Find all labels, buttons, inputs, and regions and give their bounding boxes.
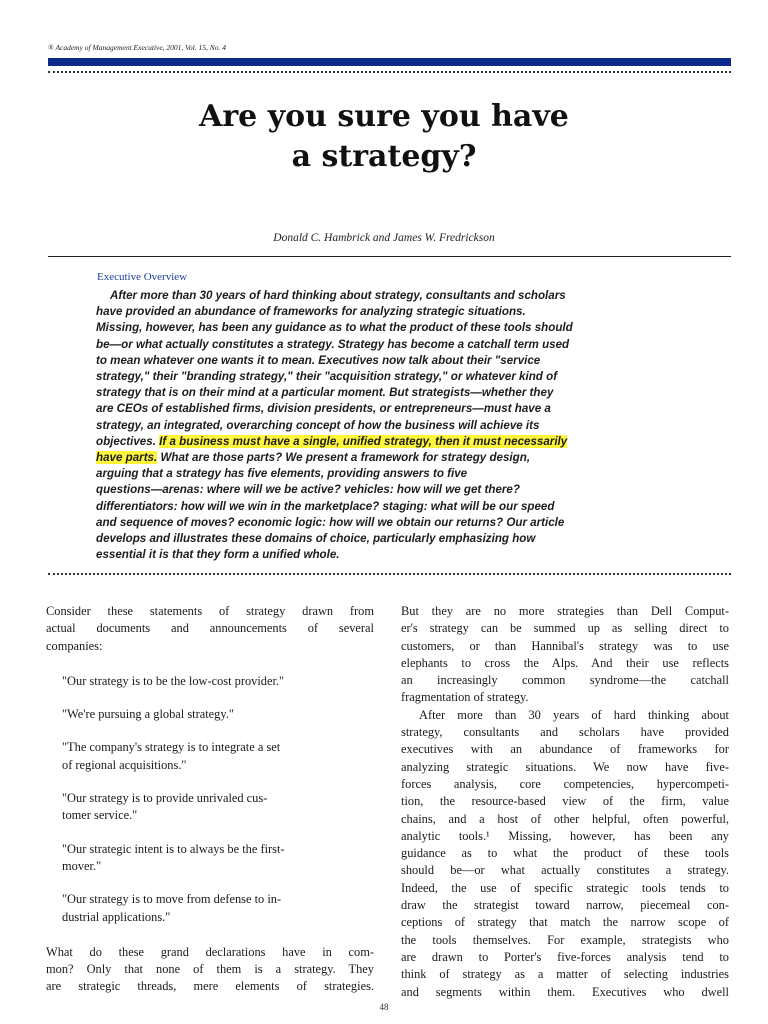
body-line: and segments within them. Executives who dwell xyxy=(401,984,729,999)
body-line: are strategic threads, mere elements of strategies. xyxy=(46,979,374,994)
body-line: analytic tools.¹ Missing, however, has been any xyxy=(401,828,729,843)
overview-line: differentiators: how will we win in the marketplace? staging: what will be our speed xyxy=(96,499,555,513)
strategy-quote xyxy=(46,891,374,926)
body-line: are drawn to Porter's five-forces analysis tend to xyxy=(401,949,729,964)
overview-line xyxy=(96,450,684,466)
strategy-quote xyxy=(46,706,374,723)
overview-line xyxy=(96,434,684,450)
strategy-quote xyxy=(46,790,374,825)
author-divider xyxy=(48,256,731,257)
strategy-quote xyxy=(46,739,374,774)
overview-line: essential it is that they form a unified whole. xyxy=(96,548,340,562)
overview-line: strategy," their "branding strategy," their "acquisition strategy," or whatever kind of xyxy=(96,370,558,384)
body-line: chains, and a host of other helpful, often powerful, xyxy=(401,811,729,826)
closing-paragraph xyxy=(46,944,374,996)
body-line: executives with an abundance of frameworks for xyxy=(401,742,729,757)
title-line-2: a strategy? xyxy=(291,139,477,174)
title-line-1: Are you sure you have xyxy=(199,99,569,134)
body-line: the tools themselves. For example, strategists who xyxy=(401,932,729,947)
quote-line: dustrial applications." xyxy=(62,909,171,924)
body-line: strategy, consultants and scholars have provided xyxy=(401,725,729,740)
overview-line: strategy that is on their mind at a particular moment. But strategists—whether they xyxy=(96,386,554,400)
quote-line: of regional acquisitions." xyxy=(62,757,187,772)
executive-overview xyxy=(96,288,684,563)
overview-line: and sequence of moves? economic logic: how will we obtain our returns? Our article xyxy=(96,515,565,529)
overview-line: be—or what actually constitutes a strategy. Strategy has become a catchall term used xyxy=(96,337,570,351)
quote-line: "Our strategy is to be the low-cost provider." xyxy=(62,673,285,688)
body-line: actual documents and announcements of several xyxy=(46,621,374,636)
article-title xyxy=(84,97,684,177)
quote-line: tomer service." xyxy=(62,808,138,823)
overview-line: strategy, an integrated, overarching concept of how the business will achieve its xyxy=(96,418,540,432)
body-line: elephants to cross the Alps. And their use reflects xyxy=(401,655,729,670)
overview-line: are CEOs of established firms, division presidents, or entrepreneurs—must have a xyxy=(96,402,551,416)
dotted-divider-top xyxy=(48,71,731,73)
body-line: think of strategy as a matter of selecting industries xyxy=(401,967,729,982)
body-line: an increasingly common syndrome—the catchall xyxy=(401,673,729,688)
body-line: er's strategy can be summed up as selling direct to xyxy=(401,621,729,636)
overview-text: What are those parts? We present a framework for strategy design, xyxy=(157,451,531,465)
quote-line: "We're pursuing a global strategy." xyxy=(62,707,234,722)
body-line: analyzing strategic situations. We now have five- xyxy=(401,759,729,774)
overview-line: arguing that a strategy has five elements, providing answers to five xyxy=(96,467,468,481)
overview-line: develops and illustrates these domains of choice, particularly emphasizing how xyxy=(96,532,536,546)
overview-line: to mean whatever one wants it to mean. Executives now talk about their "service xyxy=(96,353,541,367)
quote-line: "Our strategy is to provide unrivaled cus- xyxy=(62,791,268,806)
body-line: should be—or what actually constitutes a strategy. xyxy=(401,863,729,878)
body-line: What do these grand declarations have in com- xyxy=(46,944,374,959)
quote-line: "The company's strategy is to integrate a set xyxy=(62,740,281,755)
overview-line: questions—arenas: where will we be active? vehicles: how will we get there? xyxy=(96,483,520,497)
header-bar xyxy=(48,58,731,66)
body-line: tion, the resource-based view of the firm, value xyxy=(401,794,729,809)
dotted-divider-bottom xyxy=(48,573,731,575)
body-line: Indeed, the use of specific strategic tools tends to xyxy=(401,880,729,895)
article-authors: Donald C. Hambrick and James W. Fredrickson xyxy=(273,232,495,244)
body-line: But they are no more strategies than Dell Comput- xyxy=(401,604,729,618)
highlighted-text: If a business must have a single, unified strategy, then it must necessarily xyxy=(159,434,568,448)
left-column xyxy=(46,603,374,996)
quote-line: "Our strategy is to move from defense to in- xyxy=(62,892,282,907)
body-line: mon? Only that none of them is a strategy. They xyxy=(46,962,374,977)
overview-text: objectives. xyxy=(96,434,160,448)
body-line: draw the strategist toward narrow, piecemeal con- xyxy=(401,898,729,913)
quote-line: mover." xyxy=(62,858,102,873)
right-column xyxy=(401,603,729,1001)
body-line: After more than 30 years of hard thinking about xyxy=(419,707,729,722)
body-line: Consider these statements of strategy drawn from xyxy=(46,604,374,618)
overview-line: Missing, however, has been any guidance as to what the product of these tools should xyxy=(96,321,573,335)
body-line: customers, or than Hannibal's strategy was to use xyxy=(401,638,729,653)
body-line: guidance as to what the product of these tools xyxy=(401,846,729,861)
page-number: 48 xyxy=(379,1002,389,1012)
overview-line: After more than 30 years of hard thinking about strategy, consultants and scholars xyxy=(110,289,566,302)
overview-heading: Executive Overview xyxy=(97,271,188,283)
body-line: ceptions of strategy that match the narrow scope of xyxy=(401,915,729,930)
quote-line: "Our strategic intent is to always be the first- xyxy=(62,841,285,856)
body-line: forces analysis, core competencies, hypercompeti- xyxy=(401,776,729,791)
body-line: fragmentation of strategy. xyxy=(401,690,529,705)
strategy-quote xyxy=(46,841,374,876)
highlighted-text: have parts. xyxy=(96,451,158,465)
journal-reference: ® Academy of Management Executive, 2001, Vol. 15, No. 4 xyxy=(48,43,227,52)
body-line: companies: xyxy=(46,638,103,653)
overview-line: have provided an abundance of frameworks for analyzing strategic situations. xyxy=(96,305,526,319)
strategy-quote xyxy=(46,673,374,690)
